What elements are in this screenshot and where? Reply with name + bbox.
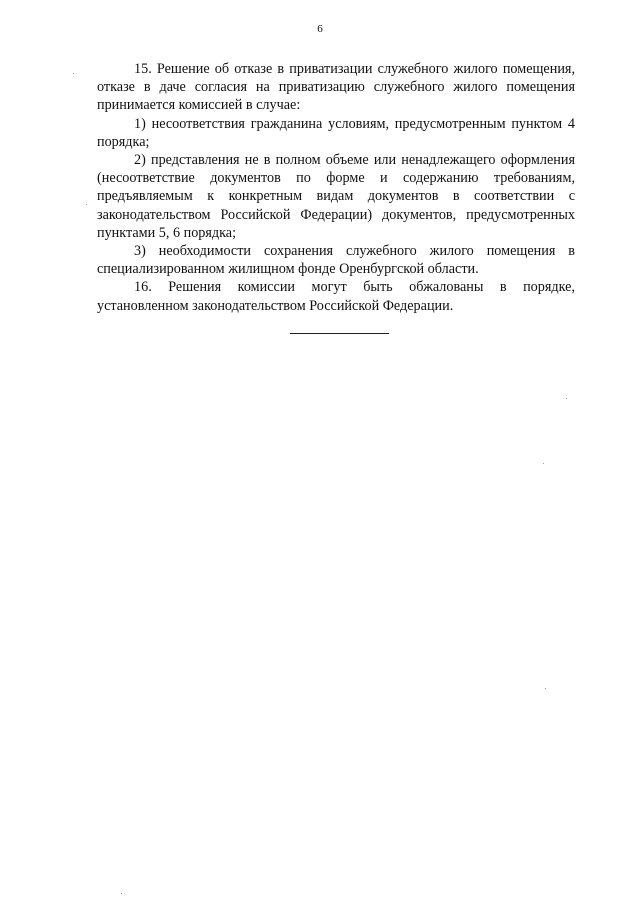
scan-speck: [566, 398, 567, 399]
paragraph-15-item-1: 1) несоответствия гражданина условиям, предусмотренным пунктом 4 порядка;: [97, 115, 575, 150]
paragraph-15-item-2: 2) представления не в полном объеме или ненадлежащего оформления (несоответствие документов по форме и содержанию требованиям, предъявляемым к конкретным видам документов в соответствии с законодательством Российской Федерации) документов, предусмотренных пунктами 5, 6 порядка;: [97, 152, 575, 241]
page-number: 6: [317, 23, 323, 35]
scan-speck: [73, 73, 74, 74]
paragraph-16: 16. Решения комиссии могут быть обжалованы в порядке, установленном законодательством Российской Федерации.: [97, 279, 575, 314]
scan-speck: [562, 78, 563, 79]
document-body: [97, 60, 575, 315]
end-of-text-divider: [290, 333, 389, 334]
scan-speck: [121, 893, 122, 894]
paragraph-15-item-3: 3) необходимости сохранения служебного жилого помещения в специализированном жилищном фонде Оренбургской области.: [97, 243, 575, 278]
scan-speck: [86, 204, 87, 205]
paragraph-15: 15. Решение об отказе в приватизации служебного жилого помещения, отказе в даче согласия на приватизацию служебного жилого помещения принимается комиссией в случае:: [97, 61, 575, 114]
scan-speck: [545, 688, 546, 689]
scan-speck: [543, 463, 544, 464]
